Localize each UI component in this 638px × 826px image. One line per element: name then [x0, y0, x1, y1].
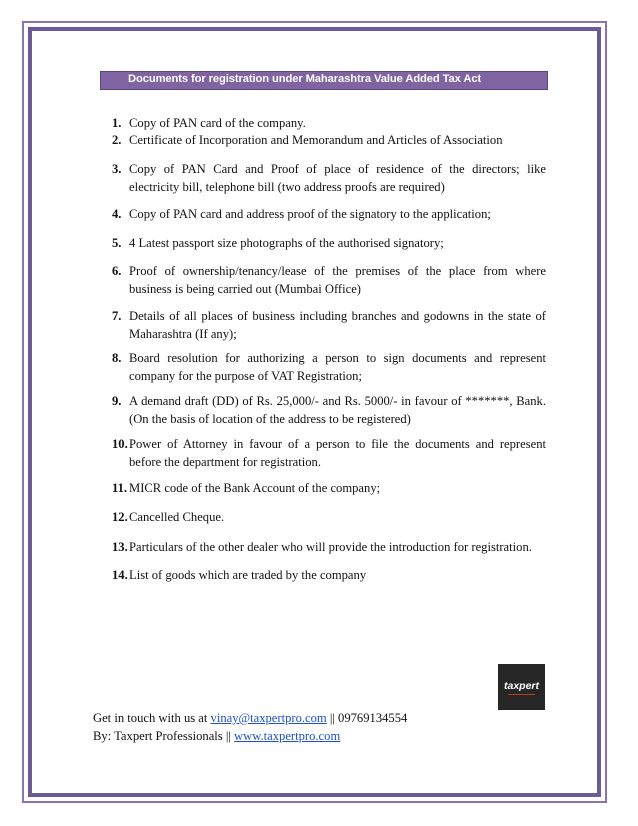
list-item: [112, 234, 546, 252]
list-item: [112, 349, 546, 385]
list-item-text: 4 Latest passport size photographs of the authorised signatory;: [129, 236, 444, 250]
list-item-text: A demand draft (DD) of Rs. 25,000/- and Rs. 5000/- in favour of *******, Bank.: [129, 394, 546, 408]
list-item-text: Power of Attorney in favour of a person to file the documents and represent: [129, 437, 546, 451]
list-item-number: 8.: [112, 351, 122, 365]
list-item: [112, 131, 546, 149]
list-item-text: business is being carried out (Mumbai Office): [129, 282, 361, 296]
list-item: [112, 392, 546, 428]
list-item-text: Proof of ownership/tenancy/lease of the premises of the place from where: [129, 264, 546, 278]
list-item-text: MICR code of the Bank Account of the company;: [129, 481, 381, 495]
list-item: [112, 114, 546, 132]
list-item: [112, 508, 546, 526]
list-item: [112, 566, 546, 584]
list-item-text: Board resolution for authorizing a person to sign documents and represent: [129, 351, 546, 365]
list-item: [112, 307, 546, 343]
website-link[interactable]: www.taxpertpro.com: [234, 729, 341, 743]
footer-byline-prefix: By: Taxpert Professionals ||: [93, 729, 235, 743]
list-item-text: Cancelled Cheque.: [129, 510, 225, 524]
list-item-number: 6.: [112, 264, 122, 278]
list-item-text: Particulars of the other dealer who will provide the introduction for registration.: [129, 540, 532, 554]
list-item: [112, 435, 546, 471]
list-item: [112, 538, 546, 556]
logo-underline: [508, 694, 535, 695]
footer-byline: [93, 727, 340, 745]
list-item-text: company for the purpose of VAT Registration;: [129, 369, 362, 383]
section-header-title: Documents for registration under Maharashtra Value Added Tax Act: [128, 73, 482, 85]
list-item-text: Copy of PAN card of the company.: [129, 116, 306, 130]
list-item-text: electricity bill, telephone bill (two address proofs are required): [129, 180, 445, 194]
list-item-number: 12.: [112, 510, 128, 524]
list-item-number: 1.: [112, 116, 122, 130]
list-item-number: 11.: [112, 481, 128, 495]
list-item-number: 5.: [112, 236, 122, 250]
list-item-text: Copy of PAN card and address proof of the signatory to the application;: [129, 207, 491, 221]
list-item: [112, 205, 546, 223]
footer-contact-line: [93, 709, 407, 727]
list-item-number: 2.: [112, 133, 122, 147]
list-item-text: Maharashtra (If any);: [129, 327, 237, 341]
list-item-text: Copy of PAN Card and Proof of place of residence of the directors; like: [129, 162, 546, 176]
list-item-number: 14.: [112, 568, 128, 582]
footer-phone: || 09769134554: [326, 711, 408, 725]
list-item-number: 7.: [112, 309, 122, 323]
taxpert-logo: [498, 664, 545, 710]
email-link[interactable]: vinay@taxpertpro.com: [210, 711, 327, 725]
list-item-number: 3.: [112, 162, 122, 176]
list-item: [112, 262, 546, 298]
list-item-text: (On the basis of location of the address to be registered): [129, 412, 411, 426]
logo-text: taxpert: [503, 680, 539, 692]
list-item: [112, 479, 546, 497]
list-item-text: Certificate of Incorporation and Memorandum and Articles of Association: [129, 133, 503, 147]
footer-contact-prefix: Get in touch with us at: [93, 711, 211, 725]
list-item-text: before the department for registration.: [129, 455, 321, 469]
list-item-number: 10.: [112, 437, 128, 451]
list-item-number: 9.: [112, 394, 122, 408]
list-item-number: 13.: [112, 540, 128, 554]
list-item-text: List of goods which are traded by the company: [129, 568, 367, 582]
list-item-number: 4.: [112, 207, 122, 221]
list-item: [112, 160, 546, 196]
list-item-text: Details of all places of business including branches and godowns in the state of: [129, 309, 546, 323]
